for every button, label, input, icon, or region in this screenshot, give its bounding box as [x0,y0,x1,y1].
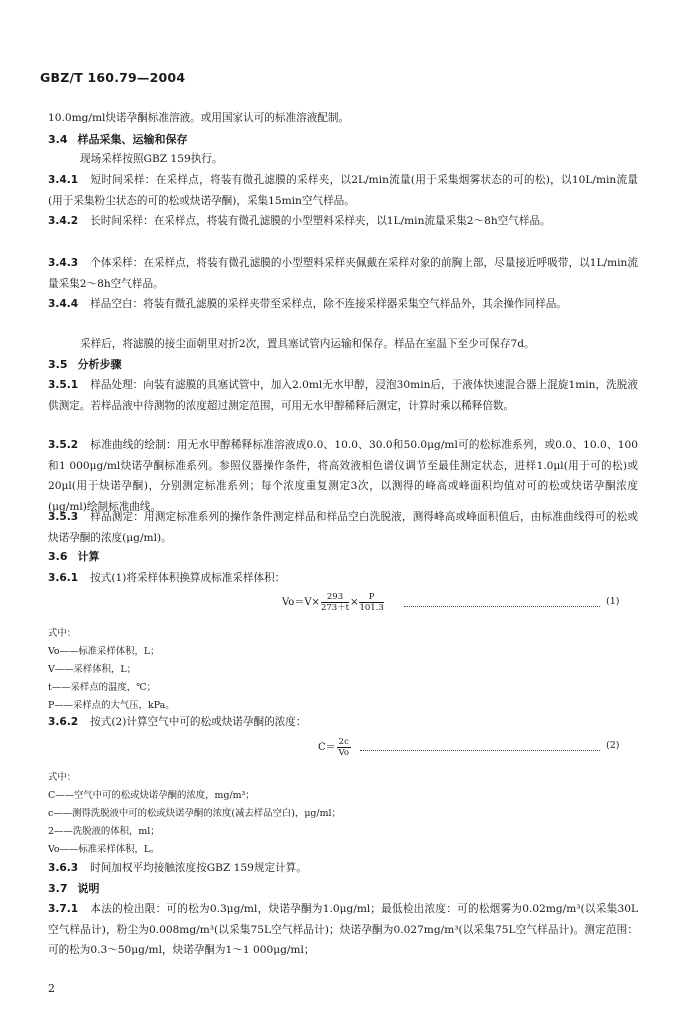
clause-number: 3.5.3 [48,511,79,523]
variable-definition: Vo——标准采样体积，L； [48,646,160,657]
section-title: 计算 [77,550,100,563]
clause-text: 样品空白：将装有微孔滤膜的采样夹带至采样点，除不连接采样器采集空气样品外，其余操作同样品。 [90,298,567,310]
section-title: 分析步骤 [77,358,122,371]
section-3-4-heading [48,130,188,150]
clause-text: 本法的检出限：可的松为0.3μg/ml，炔诺孕酮为1.0μg/ml；最低检出浓度：可的松烟雾为0.02mg/m³(以采集30L空气样品计)，粉尘为0.008mg/m³(以采集75L空气样品计)；炔诺孕酮为0.027mg/m³(以采集75L空气样品计)。测定范围：可的松为0.3～50μg/ml，炔诺孕酮为1～1 000μg/ml； [48,903,638,956]
clause-number: 3.5.2 [48,439,79,451]
clause-3-5-2 [48,435,638,517]
variable-definition: V——采样体积，L； [48,664,136,675]
clause-number: 3.4.4 [48,298,79,310]
formula-1 [282,592,385,613]
clause-text: 长时间采样：在采样点，将装有微孔滤膜的小型塑料采样夹，以1L/min流量采集2～8h空气样品。 [90,215,551,227]
fraction-temperature [321,592,349,613]
clause-text: 短时间采样：在采样点，将装有微孔滤膜的采样夹，以2L/min流量(用于采集烟雾状态的可的松)，以10L/min流量(用于采集粉尘状态的可的松或炔诺孕酮)，采集15min空气样品。 [48,174,638,207]
denominator: 273＋t [320,603,350,613]
clause-text: 样品处理：向装有滤膜的具塞试管中，加入2.0ml无水甲醇，浸泡30min后，于液体快速混合器上混旋1min，洗脱液供测定。若样品液中待测物的浓度超过测定范围，可用无水甲醇稀释后测定，计算时乘以稀释倍数。 [48,379,638,412]
equation-number: (2) [606,740,620,751]
where-label: 式中： [48,628,77,639]
formula-2-lhs: C＝ [318,742,336,753]
variable-definition: c——测得洗脱液中可的松或炔诺孕酮的浓度(减去样品空白)，μg/ml； [48,808,341,819]
section-number: 3.4 [48,133,68,146]
clause-3-4-2 [48,211,638,232]
section-number: 3.6 [48,550,68,563]
numerator: 2c [338,737,349,747]
section-number: 3.7 [48,882,68,895]
clause-number: 3.4.3 [48,257,79,269]
clause-3-5-1 [48,375,638,416]
variable-definition: Vo——标准采样体积，L。 [48,844,160,855]
numerator: P [359,592,383,603]
clause-3-6-1 [48,568,638,589]
variable-definition: P——采样点的大气压，kPa。 [48,700,175,711]
page-number: 2 [48,982,55,995]
fraction-concentration [337,737,351,758]
numerator: 293 [321,592,349,603]
standard-code-header: GBZ/T 160.79—2004 [40,70,186,85]
clause-3-4-4 [48,294,638,315]
clause-number: 3.5.1 [48,379,79,391]
paragraph-continued: 10.0mg/ml炔诺孕酮标准溶液。或用国家认可的标准溶液配制。 [48,112,350,124]
section-title: 样品采集、运输和保存 [77,133,188,146]
clause-3-6-2 [48,712,638,733]
clause-text: 按式(1)将采样体积换算成标准采样体积： [90,572,286,584]
formula-1-lhs: Vo＝V× [282,597,320,608]
variable-definition: t——采样点的温度，℃； [48,682,157,693]
clause-number: 3.6.2 [48,716,79,728]
leader-dots [404,606,600,607]
clause-text: 按式(2)计算空气中可的松或炔诺孕酮的浓度： [90,716,307,728]
formula-2 [318,737,352,758]
clause-number: 3.6.1 [48,572,79,584]
section-3-4-closing: 采样后，将滤膜的接尘面朝里对折2次，置具塞试管内运输和保存。样品在室温下至少可保存7d。 [80,338,535,350]
clause-number: 3.7.1 [48,903,79,915]
clause-number: 3.4.2 [48,215,79,227]
clause-text: 标准曲线的绘制：用无水甲醇稀释标准溶液成0.0、10.0、30.0和50.0μg/ml可的松标准系列，或0.0、10.0、100和1 000μg/ml炔诺孕酮标准系列。参照仪器操作条件，将高效液相色谱仪调节至最佳测定状态，进样1.0μl(用于可的松)或20μl(用于炔诺孕酮)，分别测定标准系列；每个浓度重复测定3次，以测得的峰高或峰面积均值对可的松或炔诺孕酮浓度(μg/ml)绘制标准曲线。 [48,439,638,513]
clause-3-4-3 [48,253,638,294]
fraction-pressure [359,592,383,613]
denominator: 101.3 [359,603,384,613]
section-3-6-heading [48,547,100,567]
variable-definition: 2——洗脱液的体积，ml； [48,826,160,837]
clause-3-7-1 [48,899,638,961]
clause-number: 3.6.3 [48,862,79,874]
times-sign: × [350,597,359,608]
clause-3-5-3 [48,507,638,548]
where-label: 式中： [48,772,77,783]
leader-dots [360,750,600,751]
clause-3-6-3 [48,858,638,879]
equation-number: (1) [606,596,620,607]
denominator: Vo [338,748,349,758]
section-title: 说明 [77,882,100,895]
clause-text: 个体采样：在采样点，将装有微孔滤膜的小型塑料采样夹佩戴在采样对象的前胸上部，尽量接近呼吸带，以1L/min流量采集2～8h空气样品。 [48,257,638,290]
clause-text: 时间加权平均接触浓度按GBZ 159规定计算。 [90,862,307,874]
section-number: 3.5 [48,358,68,371]
section-3-7-heading [48,879,100,899]
clause-3-4-1 [48,170,638,211]
section-3-4-intro: 现场采样按照GBZ 159执行。 [80,153,223,165]
section-3-5-heading [48,355,122,375]
variable-definition: C——空气中可的松或炔诺孕酮的浓度，mg/m³； [48,790,255,801]
clause-text: 样品测定：用测定标准系列的操作条件测定样品和样品空白洗脱液，测得峰高或峰面积值后，由标准曲线得可的松或炔诺孕酮的浓度(μg/ml)。 [48,511,638,544]
clause-number: 3.4.1 [48,174,79,186]
